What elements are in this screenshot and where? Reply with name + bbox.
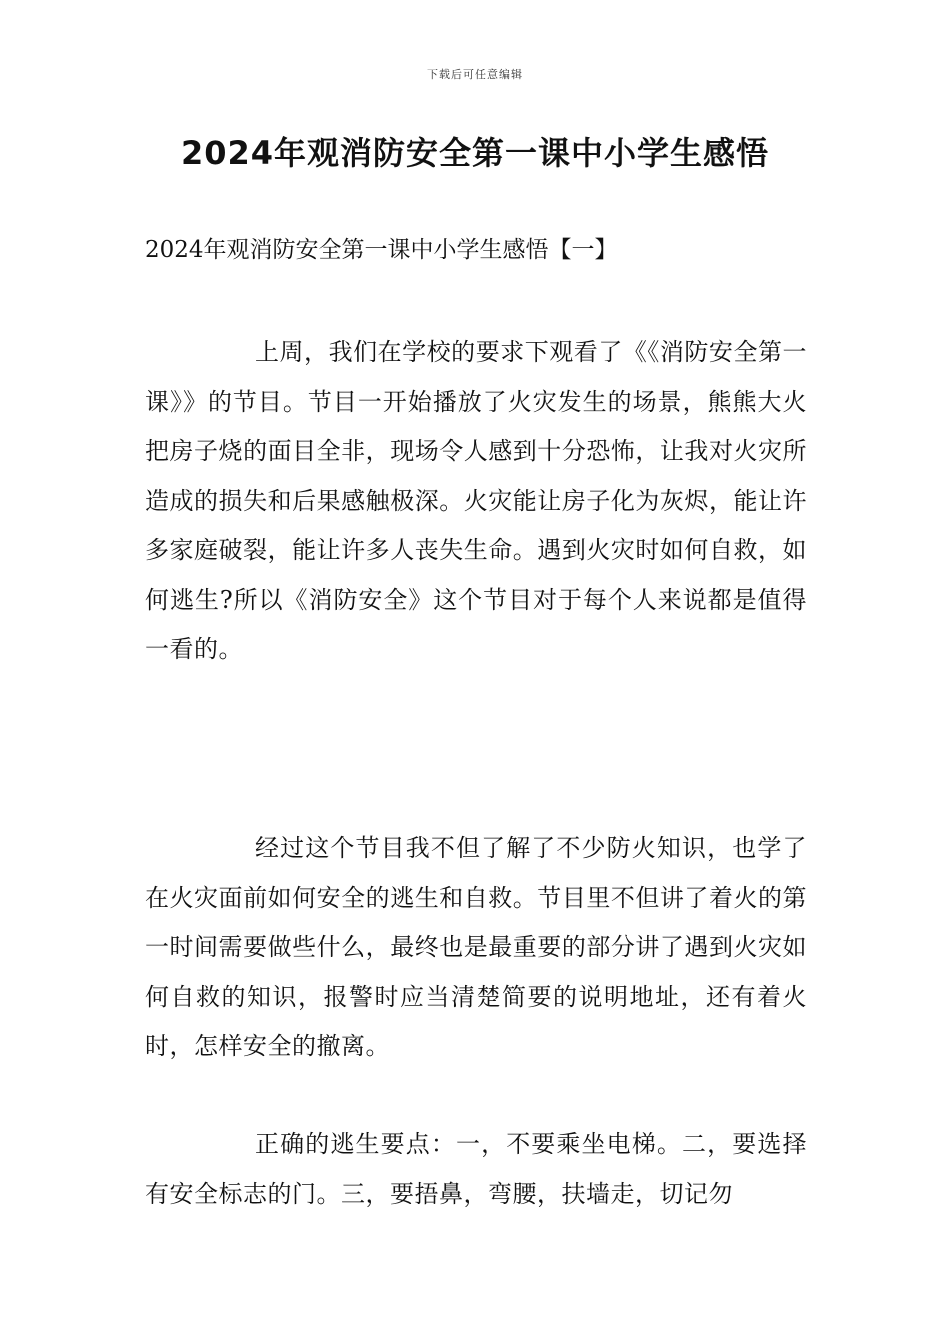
header-note: 下载后可任意编辑: [427, 68, 523, 81]
document-title: 2024年观消防安全第一课中小学生感悟: [180, 134, 770, 172]
paragraph-2: 经过这个节目我不但了解了不少防火知识，也学了在火灾面前如何安全的逃生和自救。节目里不但讲了着火的第一时间需要做些什么，最终也是最重要的部分讲了遇到火灾如何自救的知识，报警时应当清楚简要的说明地址，还有着火时，怎样安全的撤离。: [145, 834, 807, 1060]
paragraph-3: 正确的逃生要点：一，不要乘坐电梯。二，要选择有安全标志的门。三，要捂鼻，弯腰，扶墙走，切记勿: [145, 1130, 807, 1208]
paragraph-1: 上周，我们在学校的要求下观看了《《消防安全第一课》》的节目。节目一开始播放了火灾发生的场景，熊熊大火把房子烧的面目全非，现场令人感到十分恐怖，让我对火灾所造成的损失和后果感触极深。火灾能让房子化为灰烬，能让许多家庭破裂，能让许多人丧失生命。遇到火灾时如何自救，如何逃生?所以《消防安全》这个节目对于每个人来说都是值得一看的。: [145, 338, 807, 663]
section-heading: 2024年观消防安全第一课中小学生感悟【一】: [145, 237, 618, 263]
